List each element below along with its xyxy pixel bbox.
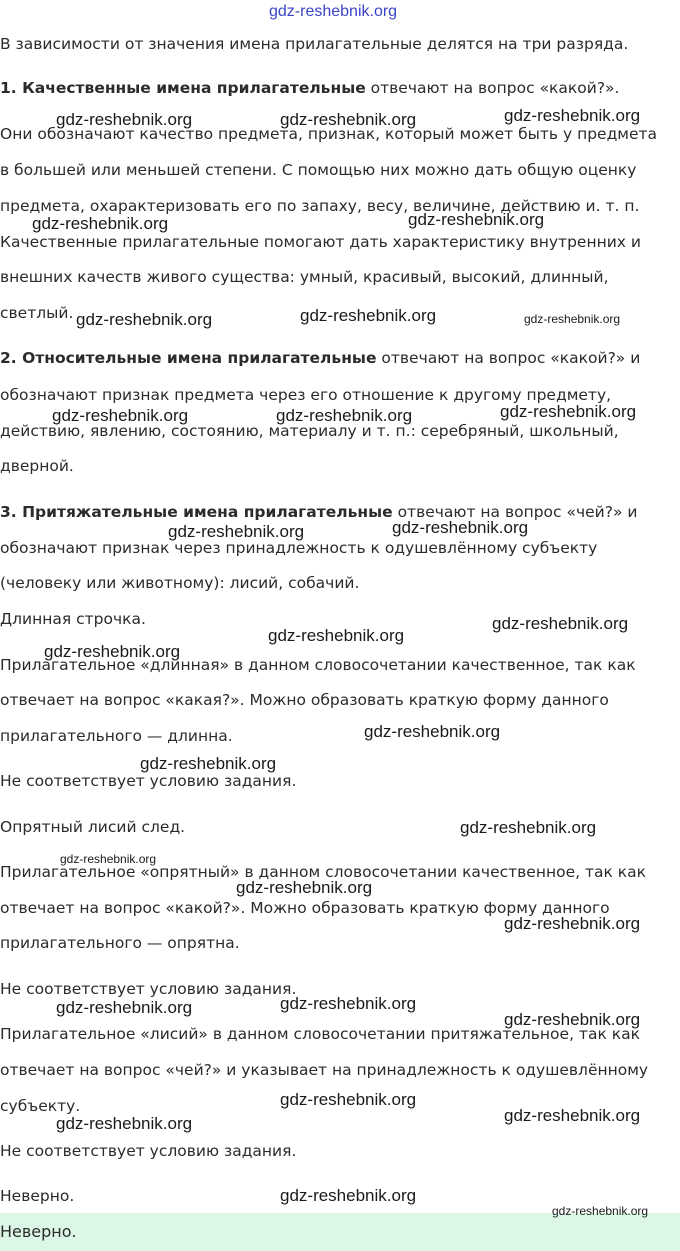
example-1-line-3: прилагательного — длинна. [0, 727, 233, 745]
watermark: gdz-reshebnik.org [504, 1106, 641, 1125]
watermark: gdz-reshebnik.org [280, 994, 417, 1013]
category-1-line-7: светлый. [0, 304, 74, 322]
answer-text: Неверно. [0, 1222, 77, 1241]
watermark: gdz-reshebnik.org [168, 522, 305, 541]
category-1-title: 1. Качественные имена прилагательные [0, 79, 366, 97]
category-2-line-4: дверной. [0, 457, 74, 475]
watermark: gdz-reshebnik.org [364, 722, 501, 741]
example-3-line-3: субъекту. [0, 1097, 81, 1115]
example-2-verdict: Не соответствует условию задания. [0, 980, 297, 998]
example-1-line-2: отвечает на вопрос «какая?». Можно образовать краткую форму данного [0, 691, 609, 709]
watermark: gdz-reshebnik.org [460, 818, 597, 837]
watermark: gdz-reshebnik.org [236, 878, 373, 897]
watermark: gdz-reshebnik.org [56, 1114, 193, 1133]
category-1-line-4: предмета, охарактеризовать его по запаху, весу, величине, действию и. т. п. [0, 197, 640, 215]
watermark: gdz-reshebnik.org [32, 214, 169, 233]
category-1-heading [0, 78, 619, 98]
watermark: gdz-reshebnik.org [552, 1204, 649, 1218]
example-1-phrase: Длинная строчка. [0, 610, 146, 628]
category-2-line-2: обозначают признак предмета через его отношение к другому предмету, [0, 386, 612, 404]
category-1-line-3: в большей или меньшей степени. С помощью них можно дать общую оценку [0, 161, 637, 179]
watermark: gdz-reshebnik.org [76, 310, 213, 329]
watermark: gdz-reshebnik.org [60, 852, 157, 866]
category-3-question: отвечают на вопрос «чей?» и [392, 503, 638, 521]
watermark: gdz-reshebnik.org [268, 626, 405, 645]
watermark: gdz-reshebnik.org [280, 110, 417, 129]
watermark: gdz-reshebnik.org [408, 210, 545, 229]
example-2-line-1: Прилагательное «опрятный» в данном словосочетании качественное, так как [0, 863, 647, 881]
category-1-line-5: Качественные прилагательные помогают дать характеристику внутренних и [0, 233, 641, 251]
example-3-line-2: отвечает на вопрос «чей?» и указывает на принадлежность к одушевлённому [0, 1061, 649, 1079]
watermark: gdz-reshebnik.org [504, 106, 641, 125]
category-1-line-2: Они обозначают качество предмета, признак, который может быть у предмета [0, 125, 658, 143]
category-3-line-2: обозначают признак через принадлежность к одушевлённому субъекту [0, 539, 598, 557]
category-3-line-3: (человеку или животному): лисий, собачий. [0, 574, 360, 592]
watermark: gdz-reshebnik.org [56, 998, 193, 1017]
watermark: gdz-reshebnik.org [276, 406, 413, 425]
example-2-line-3: прилагательного — опрятна. [0, 934, 240, 952]
watermark: gdz-reshebnik.org [280, 1186, 417, 1205]
watermark: gdz-reshebnik.org [504, 1010, 641, 1029]
watermark: gdz-reshebnik.org [52, 406, 189, 425]
watermark: gdz-reshebnik.org [140, 754, 277, 773]
example-1-line-1: Прилагательное «длинная» в данном словосочетании качественное, так как [0, 656, 636, 674]
category-2-title: 2. Относительные имена прилагательные [0, 349, 377, 367]
watermark: gdz-reshebnik.org [524, 312, 621, 326]
example-1-verdict: Не соответствует условию задания. [0, 772, 297, 790]
category-2-heading [0, 348, 640, 368]
watermark-top: gdz-reshebnik.org [269, 3, 398, 20]
category-3-title: 3. Притяжательные имена прилагательные [0, 503, 393, 521]
example-3-verdict: Не соответствует условию задания. [0, 1142, 297, 1160]
watermark: gdz-reshebnik.org [500, 402, 637, 421]
category-1-line-6: внешних качеств живого существа: умный, красивый, высокий, длинный, [0, 268, 609, 286]
category-2-question: отвечают на вопрос «какой?» и [376, 349, 641, 367]
watermark: gdz-reshebnik.org [392, 518, 529, 537]
category-3-heading [0, 502, 637, 522]
category-1-question: отвечают на вопрос «какой?». [365, 79, 620, 97]
watermark: gdz-reshebnik.org [492, 614, 629, 633]
watermark: gdz-reshebnik.org [504, 914, 641, 933]
answer-highlight [0, 1213, 680, 1251]
example-2-line-2: отвечает на вопрос «какой?». Можно образовать краткую форму данного [0, 899, 610, 917]
watermark: gdz-reshebnik.org [44, 642, 181, 661]
category-2-line-3: действию, явлению, состоянию, материалу и т. п.: серебряный, школьный, [0, 422, 619, 440]
watermark: gdz-reshebnik.org [300, 306, 437, 325]
conclusion-text: Неверно. [0, 1187, 75, 1205]
watermark: gdz-reshebnik.org [56, 110, 193, 129]
intro-text: В зависимости от значения имена прилагательные делятся на три разряда. [0, 35, 629, 53]
example-2-phrase: Опрятный лисий след. [0, 818, 186, 836]
watermark: gdz-reshebnik.org [280, 1090, 417, 1109]
example-3-line-1: Прилагательное «лисий» в данном словосочетании притяжательное, так как [0, 1025, 640, 1043]
